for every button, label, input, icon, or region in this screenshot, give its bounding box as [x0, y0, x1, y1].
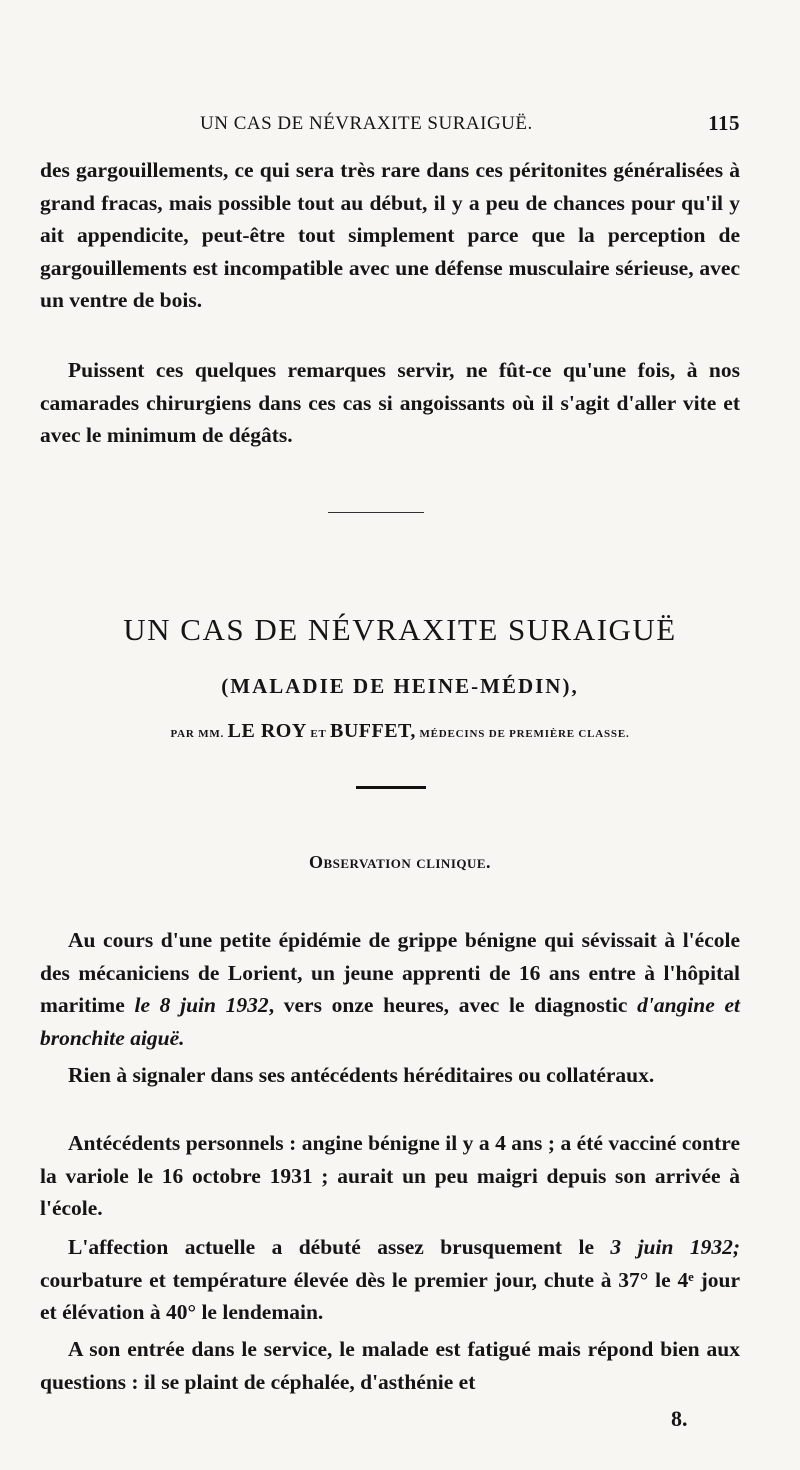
byline-author-1: LE ROY	[227, 720, 307, 742]
p3-text-a: Au cours d'une petite épidémie de grippe bénigne qui sévissait à l'école des mécaniciens de Lorient, un jeune apprenti de 16 ans entre à l'hôpital maritime	[40, 928, 740, 1017]
p6-text-a: L'affection actuelle a débuté assez brusquement le	[68, 1235, 611, 1259]
article-title: UN CAS DE NÉVRAXITE SURAIGUË	[123, 612, 677, 647]
signature-mark: 8.	[671, 1406, 688, 1431]
byline-rank: MÉDECINS DE PREMIÈRE CLASSE.	[419, 728, 630, 740]
p6-date: 3 juin 1932;	[610, 1235, 740, 1259]
page-number: 115	[708, 111, 740, 135]
byline-par: PAR MM.	[170, 728, 225, 740]
section-divider	[328, 512, 424, 513]
article-byline	[0, 720, 800, 743]
title-rule	[356, 786, 426, 789]
p3-date: le 8 juin 1932	[134, 993, 269, 1017]
p3-diagnosis: d'angine et bronchite aiguë.	[40, 993, 740, 1050]
paragraph-continued: des gargouillements, ce qui sera très rare dans ces péritonites généralisées à grand fracas, mais possible tout au début, il y a peu de chances pour qu'il y ait appendicite, peut-être tout simplement parce que la perception de gargouillements est incompatible avec une défense musculaire sérieuse, avec un ventre de bois.	[40, 158, 740, 312]
running-title: UN CAS DE NÉVRAXITE SURAIGUË.	[200, 113, 533, 134]
byline-author-2: BUFFET,	[330, 720, 416, 742]
paragraph-heredity: Rien à signaler dans ses antécédents héréditaires ou collatéraux.	[68, 1063, 655, 1087]
paragraph-admission-state: A son entrée dans le service, le malade est fatigué mais répond bien aux questions : il se plaint de céphalée, d'asthénie et	[40, 1337, 740, 1394]
paragraph-personal-history: Antécédents personnels : angine bénigne il y a 4 ans ; a été vacciné contre la variole le 16 octobre 1931 ; aurait un peu maigri depuis son arrivée à l'école.	[40, 1131, 740, 1220]
p3-text-b: , vers onze heures, avec le diagnostic	[268, 993, 638, 1017]
paragraph-remarks: Puissent ces quelques remarques servir, ne fût-ce qu'une fois, à nos camarades chirurgiens dans ces cas si angoissants où il s'agit d'aller vite et avec le minimum de dégâts.	[40, 358, 740, 447]
p6-text-b: courbature et température élevée dès le premier jour, chute à 37° le 4ᵉ jour et élévation à 40° le lendemain.	[40, 1267, 740, 1324]
section-heading: Observation clinique.	[308, 852, 492, 872]
byline-et: ET	[310, 728, 327, 740]
paragraph-current-illness	[40, 1231, 740, 1329]
paragraph-admission	[40, 924, 740, 1054]
article-subtitle: (MALADIE DE HEINE-MÉDIN),	[221, 674, 579, 698]
